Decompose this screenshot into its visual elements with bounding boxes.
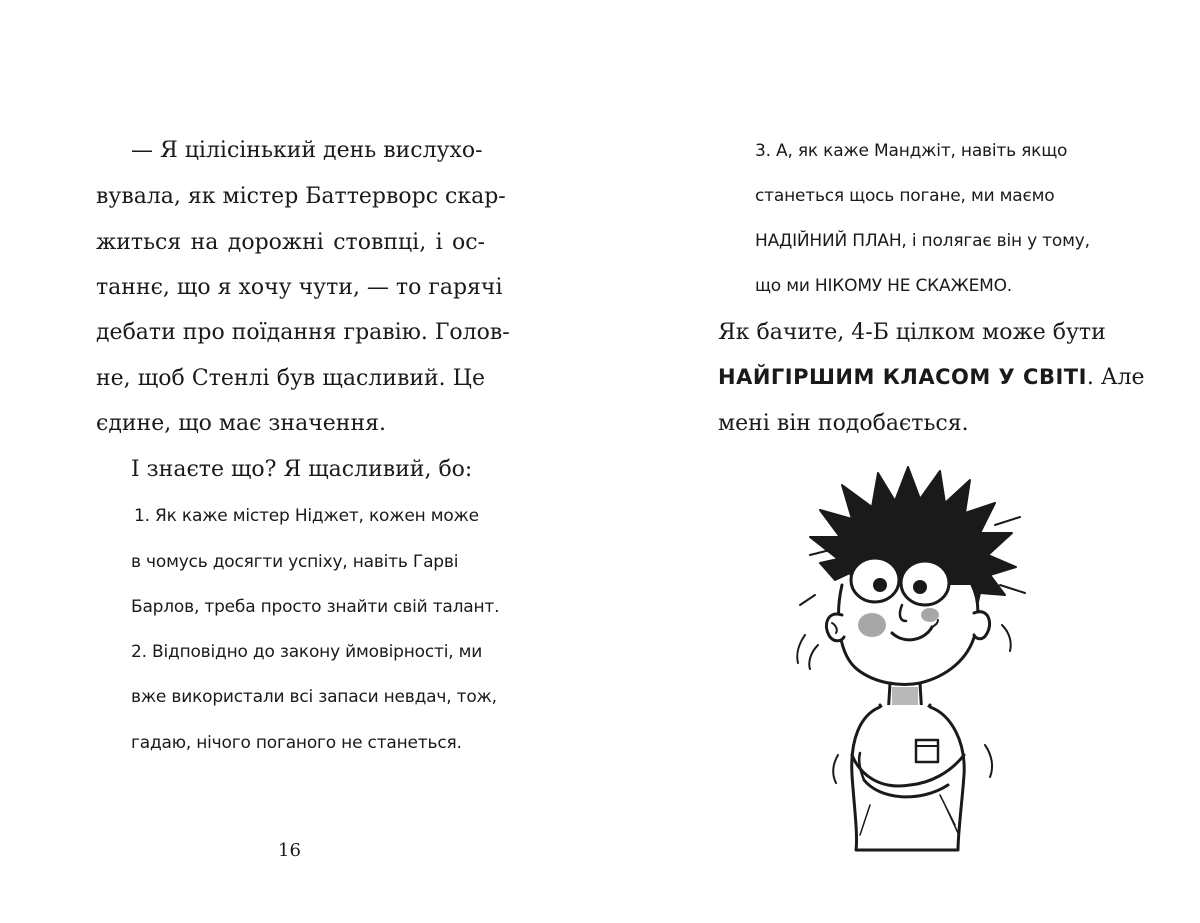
right-cheek (921, 608, 939, 622)
list-item: 2. Відповідно до закону ймовірності, ми (131, 642, 483, 662)
paragraph-line: вувала, як містер Баттерворс скар- (96, 184, 506, 209)
list-item: що ми НІКОМУ НЕ СКАЖЕМО. (755, 276, 1012, 296)
list-item: в чомусь досягти успіху, навіть Гарві (131, 552, 459, 572)
paragraph-line: Як бачите, 4-Б цілком може бути (718, 320, 1106, 345)
paragraph-line (718, 367, 1145, 389)
paragraph-line: таннє, що я хочу чути, — то гарячі (96, 275, 503, 300)
list-item: 1. Як каже містер Ніджет, кожен може (134, 506, 479, 526)
paragraph-line: єдине, що має значення. (96, 411, 386, 436)
page-number: 16 (278, 840, 301, 861)
list-item: НАДІЙНИЙ ПЛАН, і полягає він у тому, (755, 231, 1090, 251)
paragraph-line: мені він подобається. (718, 411, 969, 436)
left-cheek (858, 613, 886, 637)
left-eye (851, 558, 899, 602)
paragraph-line: — Я цілісінький день вислухо- (131, 138, 483, 163)
list-item: вже використали всі запаси невдач, тож, (131, 687, 497, 707)
paragraph-tail: . Але (1086, 365, 1145, 390)
list-item: 3. А, як каже Манджіт, навіть якщо (755, 141, 1068, 161)
boy-illustration (780, 455, 1040, 865)
pocket (916, 740, 938, 762)
emphasis-text: НАЙГІРШИМ КЛАСОМ У СВІТІ (718, 365, 1087, 389)
list-item: Барлов, треба просто знайти свій талант. (131, 597, 500, 617)
right-ear (974, 612, 990, 639)
paragraph-line: І знаєте що? Я щасливий, бо: (131, 457, 473, 482)
list-item: станеться щось погане, ми маємо (755, 186, 1055, 206)
paragraph-line: житься на дорожні стовпці, і ос- (96, 230, 485, 255)
paragraph-line: не, щоб Стенлі був щасливий. Це (96, 366, 485, 391)
list-item: гадаю, нічого поганого не станеться. (131, 733, 462, 753)
paragraph-line: дебати про поїдання гравію. Голов- (96, 320, 510, 345)
